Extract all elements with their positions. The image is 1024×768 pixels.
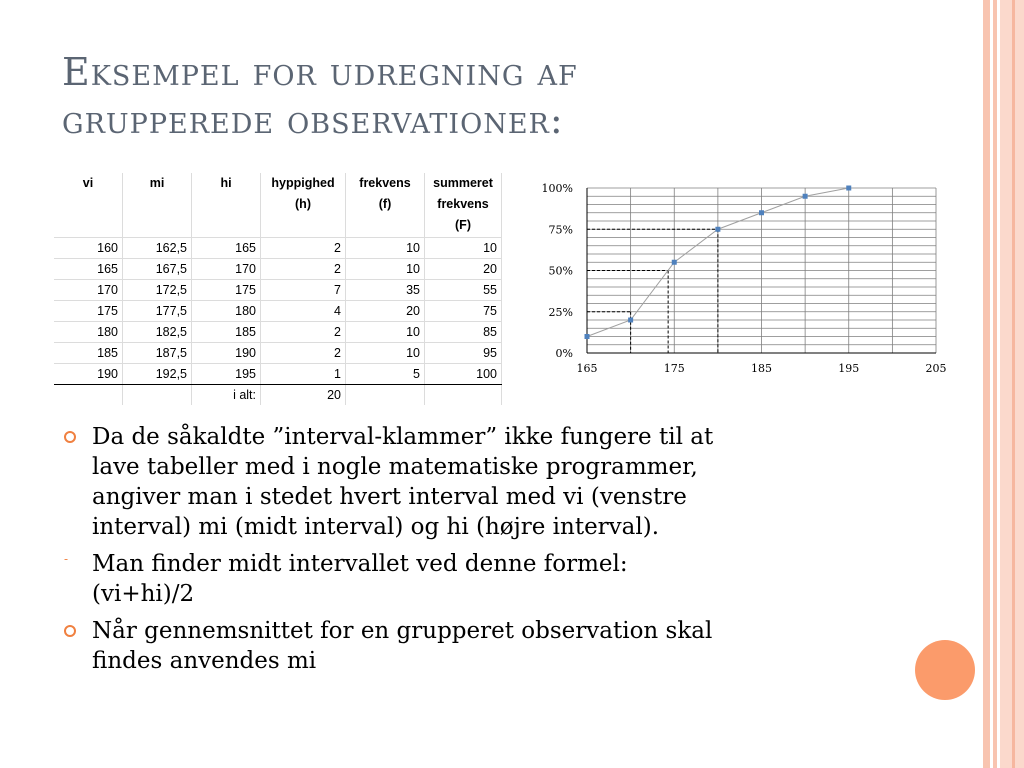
table-cell: 190 xyxy=(54,364,123,385)
table-cell: 2 xyxy=(261,259,346,280)
table-cell: 95 xyxy=(425,343,502,364)
dash-bullet-icon: - xyxy=(64,552,69,566)
header-cell: mi xyxy=(123,173,192,238)
table-cell xyxy=(54,385,123,406)
table-cell: 180 xyxy=(192,301,261,322)
table-cell: 177,5 xyxy=(123,301,192,322)
table-cell: 2 xyxy=(261,238,346,259)
frequency-table xyxy=(54,173,502,405)
x-tick-label: 175 xyxy=(663,362,685,375)
title-line: grupperede observationer: xyxy=(62,98,564,142)
x-tick-label: 185 xyxy=(751,362,772,375)
decor-stripe xyxy=(983,0,990,768)
circle-bullet-icon xyxy=(64,625,76,637)
table-row xyxy=(54,280,502,301)
table-cell: 4 xyxy=(261,301,346,322)
table-cell: 175 xyxy=(192,280,261,301)
total-value: 20 xyxy=(261,385,346,406)
data-point xyxy=(585,334,590,339)
table-row xyxy=(54,301,502,322)
table-cell: 10 xyxy=(346,238,425,259)
data-point xyxy=(803,194,808,199)
decor-circle xyxy=(915,640,975,700)
table-total-row xyxy=(54,385,502,406)
x-tick-label: 165 xyxy=(576,362,598,375)
cumulative-frequency-chart xyxy=(530,176,955,381)
y-tick-label: 75% xyxy=(548,223,573,237)
title-line: Eksempel for udregning af xyxy=(62,50,578,94)
table-cell: 55 xyxy=(425,280,502,301)
bullet-line: Da de såkaldte ”interval-klammer” ikke fungere til at xyxy=(92,424,714,450)
table-cell: 195 xyxy=(192,364,261,385)
table-cell: 180 xyxy=(54,322,123,343)
table-cell: 10 xyxy=(346,343,425,364)
bullet-line: Når gennemsnittet for en grupperet observation skal xyxy=(92,618,713,644)
total-label: i alt: xyxy=(192,385,261,406)
table-row xyxy=(54,364,502,385)
data-point xyxy=(672,260,677,265)
header-cell: summeret frekvens (F) xyxy=(425,173,502,238)
bullet-line: lave tabeller med i nogle matematiske programmer, xyxy=(92,454,698,480)
header-cell: frekvens (f) xyxy=(346,173,425,238)
table-cell: 170 xyxy=(192,259,261,280)
table-row xyxy=(54,322,502,343)
bullet-line: Man finder midt intervallet ved denne formel: xyxy=(92,551,628,577)
bullet-item xyxy=(64,422,894,542)
header-cell: vi xyxy=(54,173,123,238)
table-cell: 10 xyxy=(346,259,425,280)
data-point xyxy=(715,227,720,232)
table-cell: 2 xyxy=(261,322,346,343)
data-point xyxy=(846,186,851,191)
table-cell: 85 xyxy=(425,322,502,343)
y-tick-label: 25% xyxy=(548,305,573,319)
decor-stripe xyxy=(993,0,997,768)
table-cell: 170 xyxy=(54,280,123,301)
table-cell: 10 xyxy=(425,238,502,259)
bullet-line: angiver man i stedet hvert interval med vi (venstre xyxy=(92,484,687,510)
table-cell: 182,5 xyxy=(123,322,192,343)
table-cell: 162,5 xyxy=(123,238,192,259)
y-tick-label: 50% xyxy=(548,264,573,278)
bullet-item xyxy=(64,616,894,676)
bullet-line: findes anvendes mi xyxy=(92,648,317,674)
table-cell: 187,5 xyxy=(123,343,192,364)
table-cell: 20 xyxy=(346,301,425,322)
table-cell xyxy=(123,385,192,406)
table-cell: 185 xyxy=(54,343,123,364)
table-cell: 1 xyxy=(261,364,346,385)
table-cell: 10 xyxy=(346,322,425,343)
x-tick-label: 205 xyxy=(925,362,947,375)
table-cell: 75 xyxy=(425,301,502,322)
table-cell: 190 xyxy=(192,343,261,364)
data-point xyxy=(759,210,764,215)
table-cell: 2 xyxy=(261,343,346,364)
circle-bullet-icon xyxy=(64,431,76,443)
table-cell xyxy=(425,385,502,406)
bullet-item xyxy=(64,549,894,609)
table-cell: 35 xyxy=(346,280,425,301)
decor-stripe xyxy=(1012,0,1015,768)
table-cell: 175 xyxy=(54,301,123,322)
table-row xyxy=(54,238,502,259)
table-cell: 100 xyxy=(425,364,502,385)
table-row xyxy=(54,259,502,280)
table-cell: 160 xyxy=(54,238,123,259)
header-cell: hyppighed (h) xyxy=(261,173,346,238)
table-cell: 20 xyxy=(425,259,502,280)
slide-title xyxy=(62,48,942,144)
x-tick-label: 195 xyxy=(838,362,860,375)
data-point xyxy=(628,318,633,323)
table-cell xyxy=(346,385,425,406)
table-cell: 192,5 xyxy=(123,364,192,385)
table-cell: 165 xyxy=(192,238,261,259)
table-cell: 165 xyxy=(54,259,123,280)
table-cell: 5 xyxy=(346,364,425,385)
y-tick-label: 0% xyxy=(555,347,573,360)
bullet-line: interval) mi (midt interval) og hi (højre interval). xyxy=(92,514,660,540)
y-tick-label: 100% xyxy=(541,182,573,195)
table-cell: 7 xyxy=(261,280,346,301)
header-cell: hi xyxy=(192,173,261,238)
table-cell: 167,5 xyxy=(123,259,192,280)
table-header-row xyxy=(54,173,502,238)
bullet-list xyxy=(64,422,894,683)
table-cell: 185 xyxy=(192,322,261,343)
table-row xyxy=(54,343,502,364)
bullet-line: (vi+hi)/2 xyxy=(92,581,195,607)
table-cell: 172,5 xyxy=(123,280,192,301)
